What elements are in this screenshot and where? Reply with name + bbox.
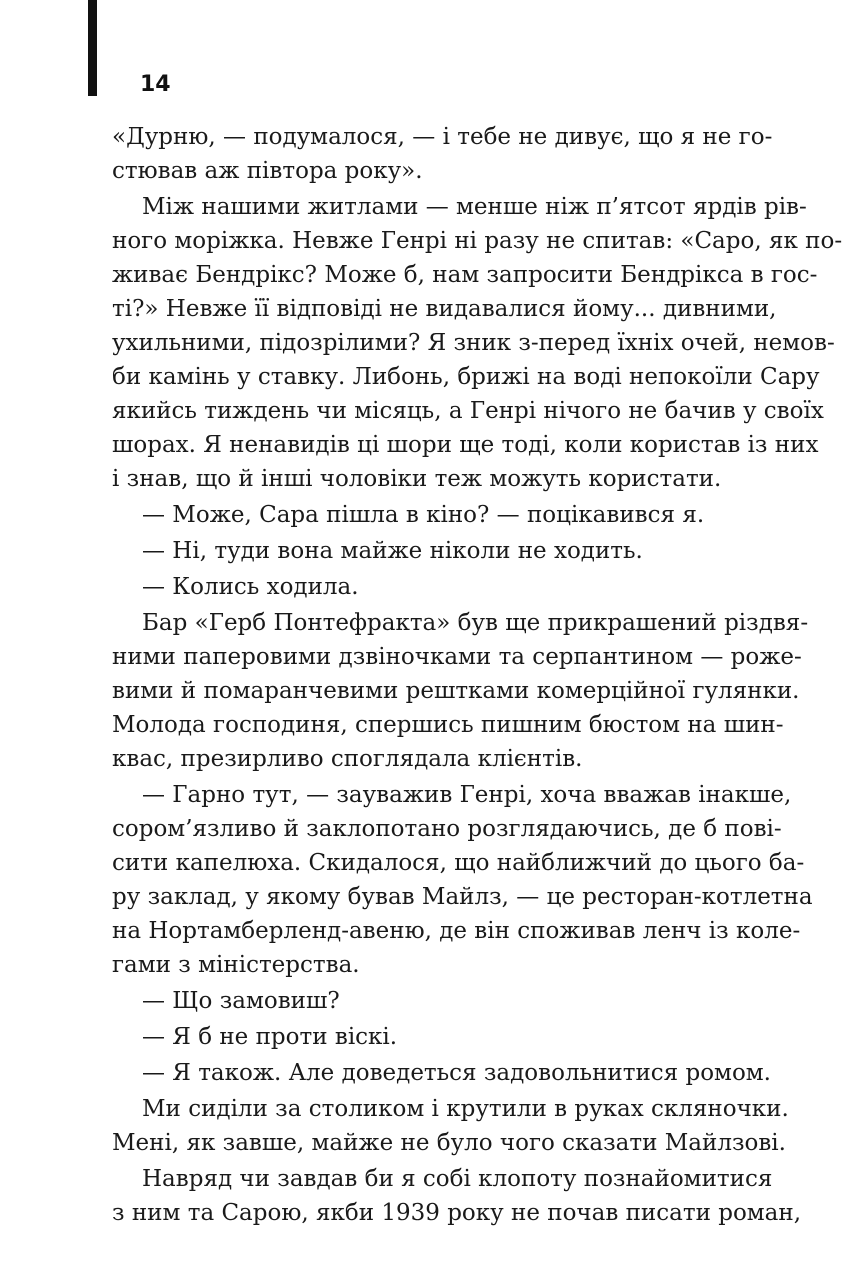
- page-number: 14: [140, 72, 171, 97]
- text-line: ухильними, підозрілими? Я зник з-перед їхніх очей, немов-: [112, 330, 835, 356]
- text-line: Між нашими житлами — менше ніж п’ятсот ярдів рів-: [142, 194, 807, 220]
- text-line: і знав, що й інші чоловіки теж можуть користати.: [112, 466, 722, 492]
- paragraph: [112, 498, 755, 532]
- text-line: — Що замовиш?: [142, 988, 340, 1014]
- paragraph: [112, 984, 755, 1018]
- text-line: сором’язливо й заклопотано розглядаючись, де б пові-: [112, 816, 782, 842]
- text-line: ними паперовими дзвіночками та серпантином — роже-: [112, 644, 802, 670]
- text-line: квас, презирливо споглядала клієнтів.: [112, 746, 583, 772]
- paragraph: [112, 1162, 802, 1230]
- text-line: — Може, Сара пішла в кіно? — поцікавився я.: [142, 502, 705, 528]
- text-line: ного моріжка. Невже Генрі ні разу не спитав: «Саро, як по-: [112, 228, 842, 254]
- paragraph: [112, 1092, 789, 1160]
- text-line: — Я також. Але доведеться задовольнитися ромом.: [142, 1060, 771, 1086]
- text-line: — Ні, туди вона майже ніколи не ходить.: [142, 538, 643, 564]
- text-line: гами з міністерства.: [112, 952, 360, 978]
- text-line: би камінь у ставку. Либонь, брижі на воді непокоїли Сару: [112, 364, 820, 390]
- paragraph: [112, 778, 813, 982]
- paragraph: [112, 190, 842, 496]
- paragraph: [112, 120, 773, 188]
- text-line: вими й помаранчевими рештками комерційної гулянки.: [112, 678, 800, 704]
- text-line: Мені, як завше, майже не було чого сказати Майлзові.: [112, 1130, 786, 1156]
- text-line: — Гарно тут, — зауважив Генрі, хоча вважав інакше,: [142, 782, 792, 808]
- text-line: «Дурню, — подумалося, — і тебе не дивує, що я не го-: [112, 124, 773, 150]
- text-line: ру заклад, у якому бував Майлз, — це ресторан-котлетна: [112, 884, 813, 910]
- text-line: — Я б не проти віскі.: [142, 1024, 398, 1050]
- text-line: — Колись ходила.: [142, 574, 359, 600]
- text-line: живає Бендрікс? Може б, нам запросити Бендрікса в гос-: [112, 262, 818, 288]
- text-line: Бар «Герб Понтефракта» був ще прикрашений різдвя-: [142, 610, 809, 636]
- text-line: сити капелюха. Скидалося, що найближчий до цього ба-: [112, 850, 805, 876]
- text-line: Навряд чи завдав би я собі клопоту познайомитися: [142, 1166, 773, 1192]
- text-line: ті?» Невже її відповіді не видавалися йому... дивними,: [112, 296, 777, 322]
- paragraph: [112, 606, 809, 776]
- text-line: на Нортамберленд-авеню, де він споживав ленч із коле-: [112, 918, 801, 944]
- paragraph: [112, 534, 755, 568]
- page-edge-mark: [88, 0, 97, 96]
- text-line: шорах. Я ненавидів ці шори ще тоді, коли користав із них: [112, 432, 819, 458]
- text-line: якийсь тиждень чи місяць, а Генрі нічого не бачив у своїх: [112, 398, 824, 424]
- text-line: з ним та Сарою, якби 1939 року не почав писати роман,: [112, 1200, 802, 1226]
- paragraph: [112, 1020, 755, 1054]
- text-line: стював аж півтора року».: [112, 158, 423, 184]
- body-text: [112, 120, 842, 1230]
- paragraph: [112, 570, 755, 604]
- paragraph: [112, 1056, 771, 1090]
- text-line: Ми сиділи за столиком і крутили в руках скляночки.: [142, 1096, 789, 1122]
- text-line: Молода господиня, спершись пишним бюстом на шин-: [112, 712, 784, 738]
